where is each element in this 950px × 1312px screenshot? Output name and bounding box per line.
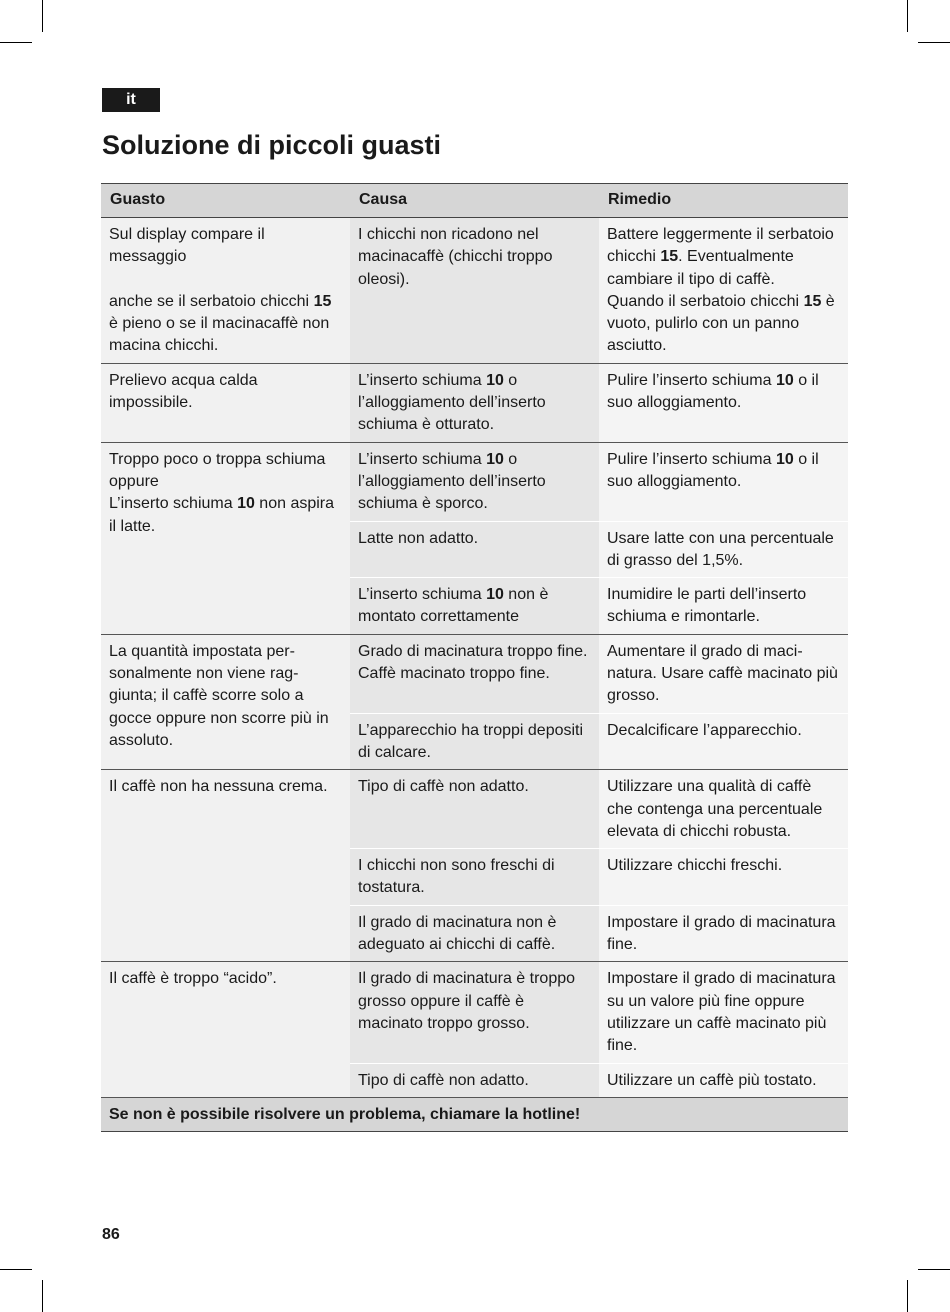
crop-mark xyxy=(907,1280,908,1312)
cause-cell: Il grado di macinatura è troppo grosso oppure il caffè è macinato troppo grosso. xyxy=(350,962,599,1063)
fault-cell xyxy=(101,218,350,364)
cause-cell: L’apparecchio ha troppi depositi di calcare. xyxy=(350,713,599,770)
troubleshooting-table xyxy=(101,183,848,1132)
table-header-row xyxy=(101,184,848,218)
column-header-causa: Causa xyxy=(350,184,599,218)
remedy-cell: Utilizzare una qualità di caffè che contenga una percentuale elevata di chicchi robusta. xyxy=(599,770,848,849)
page-title: Soluzione di piccoli guasti xyxy=(102,130,442,160)
cause-cell: Tipo di caffè non adatto. xyxy=(350,770,599,849)
crop-mark xyxy=(0,1269,32,1270)
remedy-cell: Aumentare il grado di macinatura. Usare caffè macinato più grosso. xyxy=(599,634,848,713)
crop-mark xyxy=(0,42,32,43)
cause-cell: Grado di macinatura troppo fine. Caffè macinato troppo fine. xyxy=(350,634,599,713)
remedy-cell: Pulire l’inserto schiuma 10 o il suo alloggiamento. xyxy=(599,442,848,521)
remedy-cell: Impostare il grado di macinatura fine. xyxy=(599,905,848,962)
cause-cell: I chicchi non ricadono nel macinacaffè (chicchi troppo oleosi). xyxy=(350,218,599,364)
crop-mark xyxy=(918,42,950,43)
crop-mark xyxy=(907,0,908,32)
cause-cell: L’inserto schiuma 10 o l’alloggiamento dell’inserto schiuma è otturato. xyxy=(350,363,599,442)
remedy-cell: Inumidire le parti dell’inserto schiuma e rimontarle. xyxy=(599,578,848,635)
column-header-rimedio: Rimedio xyxy=(599,184,848,218)
cause-cell: Il grado di macinatura non è adeguato ai chicchi di caffè. xyxy=(350,905,599,962)
fault-cell: Troppo poco o troppa schiuma oppure L’inserto schiuma 10 non aspira il latte. xyxy=(101,442,350,634)
page-number: 86 xyxy=(102,1226,120,1243)
fault-cell: Prelievo acqua calda impossibile. xyxy=(101,363,350,442)
cause-cell: I chicchi non sono freschi di tostatura. xyxy=(350,849,599,906)
language-tab: it xyxy=(102,88,160,112)
remedy-cell: Usare latte con una percentuale di grasso del 1,5%. xyxy=(599,521,848,578)
fault-text: Sul display compare il messaggio xyxy=(109,226,265,266)
cause-cell: L’inserto schiuma 10 non è montato correttamente xyxy=(350,578,599,635)
column-header-guasto: Guasto xyxy=(101,184,350,218)
hotline-note: Se non è possibile risolvere un problema, chiamare la hotline! xyxy=(101,1097,848,1131)
crop-mark xyxy=(918,1269,950,1270)
fault-cell: Il caffè è troppo “acido”. xyxy=(101,962,350,1097)
fault-cell: Il caffè non ha nessuna crema. xyxy=(101,770,350,962)
cause-cell: L’inserto schiuma 10 o l’alloggiamento dell’inserto schiuma è sporco. xyxy=(350,442,599,521)
remedy-cell: Utilizzare chicchi freschi. xyxy=(599,849,848,906)
fault-text-continued: anche se il serbatoio chicchi 15 è pieno o se il macinacaffè non macina chicchi. xyxy=(109,292,332,355)
table-row xyxy=(101,770,848,849)
remedy-cell: Utilizzare un caffè più tostato. xyxy=(599,1063,848,1097)
crop-mark xyxy=(42,1280,43,1312)
table-row xyxy=(101,363,848,442)
table-row xyxy=(101,962,848,1063)
table-row xyxy=(101,442,848,521)
remedy-cell: Battere leggermente il serbatoio chicchi 15. Eventualmente cambiare il tipo di caffè. Quando il serbatoio chicchi 15 è vuoto, pulirlo con un panno asciutto. xyxy=(599,218,848,364)
cause-cell: Tipo di caffè non adatto. xyxy=(350,1063,599,1097)
remedy-cell: Impostare il grado di macinatura su un valore più fine oppure utilizzare un caffè macinato più fine. xyxy=(599,962,848,1063)
table-row xyxy=(101,218,848,364)
crop-mark xyxy=(42,0,43,32)
table-footer-row xyxy=(101,1097,848,1131)
remedy-cell: Pulire l’inserto schiuma 10 o il suo alloggiamento. xyxy=(599,363,848,442)
remedy-cell: Decalcificare l’apparecchio. xyxy=(599,713,848,770)
cause-cell: Latte non adatto. xyxy=(350,521,599,578)
message-placeholder xyxy=(109,269,341,291)
fault-cell: La quantità impostata personalmente non viene raggiunta; il caffè scorre solo a gocce oppure non scorre più in assoluto. xyxy=(101,634,350,769)
table-row xyxy=(101,634,848,713)
